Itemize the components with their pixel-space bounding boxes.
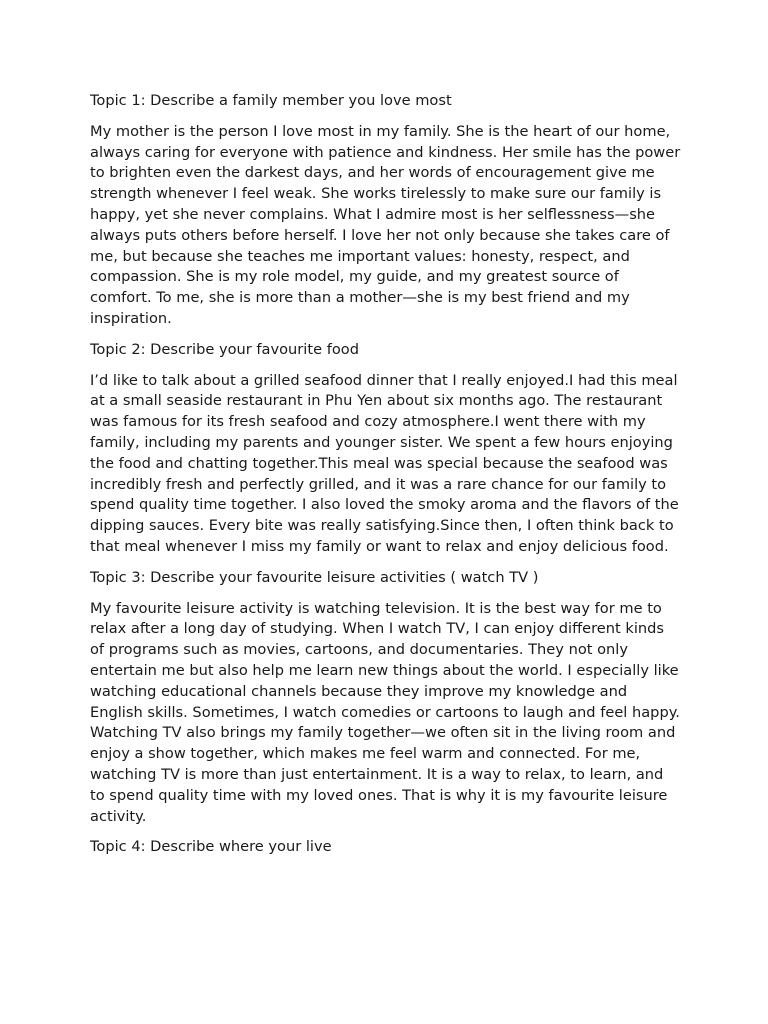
topic-2-heading: Topic 2: Describe your favourite food	[90, 340, 359, 358]
topic-1-heading: Topic 1: Describe a family member you love most	[90, 92, 452, 109]
topic-3-body: My favourite leisure activity is watching television. It is the best way for me to relax after a long day of studying. When I watch TV, I can enjoy different kinds of programs such as movies, cartoons, and documentaries. They not only entertain me but also help me learn new things about the world. I especially like watching educational channels because they improve my knowledge and English skills. Sometimes, I watch comedies or cartoons to laugh and feel happy. Watching TV also brings my family together—we often sit in the living room and enjoy a show together, which makes me feel warm and connected. For me, watching TV is more than just entertainment. It is a way to relax, to learn, and to spend quality time with my loved ones. That is why it is my favourite leisure activity.	[90, 599, 680, 825]
topic-3-heading: Topic 3: Describe your favourite leisure activities ( watch TV )	[90, 568, 539, 586]
topic-1-body: My mother is the person I love most in my family. She is the heart of our home, always caring for everyone with patience and kindness. Her smile has the power to brighten even the darkest days, and her words of encouragement give me strength whenever I feel weak. She works tirelessly to make sure our family is happy, yet she never complains. What I admire most is her selflessness—she always puts others before herself. I love her not only because she takes care of me, but because she teaches me important values: honesty, respect, and compassion. She is my role model, my guide, and my greatest source of comfort. To me, she is more than a mother—she is my best friend and my inspiration.	[90, 122, 681, 327]
topic-2-body: I’d like to talk about a grilled seafood dinner that I really enjoyed.I had this meal at a small seaside restaurant in Phu Yen about six months ago. The restaurant was famous for its fresh seafood and cozy atmosphere.I went there with my family, including my parents and younger sister. We spent a few hours enjoying the food and chatting together.This meal was special because the seafood was incredibly fresh and perfectly grilled, and it was a rare chance for our family to spend quality time together. I also loved the smoky aroma and the flavors of the dipping sauces. Every bite was really satisfying.Since then, I often think back to that meal whenever I miss my family or want to relax and enjoy delicious food.	[90, 371, 679, 555]
topic-4-heading: Topic 4: Describe where your live	[90, 838, 332, 856]
document-page	[90, 91, 682, 868]
